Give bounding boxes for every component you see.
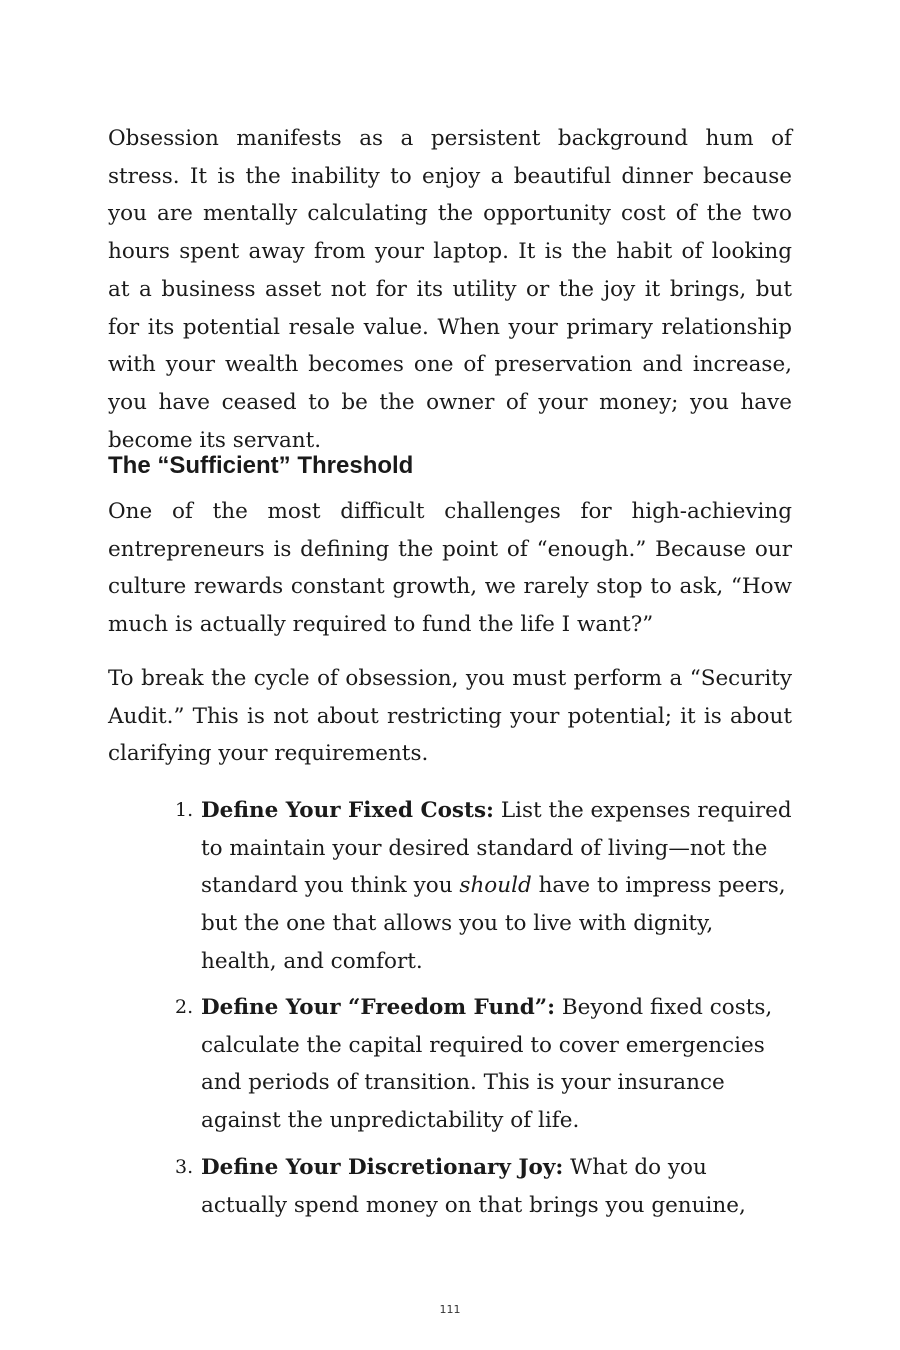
list-item-freedom-fund [175,989,793,1140]
page-number: 111 [439,1303,461,1316]
list-item-text-continued: have to impress peers, but the one that allows you to live with dignity, health, and comfort. [201,873,786,974]
list-item-discretionary-joy [175,1149,793,1224]
list-item-title: Define Your “Freedom Fund”: [201,995,556,1020]
list-item-text: Beyond fixed costs, calculate the capital required to cover emergencies and periods of transition. This is your insurance against the unpredictability of life. [201,995,773,1134]
list-item-title: Define Your Fixed Costs: [201,798,494,823]
list-item-title: Define Your Discretionary Joy: [201,1155,564,1180]
list-number: 2. [175,996,194,1018]
list-item-text: List the expenses required to maintain your desired standard of living—not the standard you think you [201,798,792,899]
paragraph-enough: One of the most difficult challenges for high-achieving entrepreneurs is defining the point of “enough.” Because our culture rewards constant growth, we rarely stop to ask, “How much is actually required to fund the life I want?” [108,499,792,638]
list-item-emphasis: should [459,873,532,899]
paragraph-obsession: Obsession manifests as a persistent background hum of stress. It is the inability to enjoy a beautiful dinner because you are mentally calculating the opportunity cost of the two hours spent away from your laptop. It is the habit of looking at a business asset not for its utility or the joy it brings, but for its potential resale value. When your primary relationship with your wealth becomes one of preservation and increase, you have ceased to be the owner of your money; you have become its servant. [108,126,792,453]
list-item-text: What do you actually spend money on that brings you genuine, [201,1155,746,1218]
section-heading: The “Sufficient” Threshold [108,452,414,479]
list-item-fixed-costs [175,792,793,981]
list-number: 3. [175,1156,194,1178]
list-number: 1. [175,799,194,821]
paragraph-security-audit: To break the cycle of obsession, you must perform a “Security Audit.” This is not about restricting your potential; it is about clarifying your requirements. [108,666,792,767]
